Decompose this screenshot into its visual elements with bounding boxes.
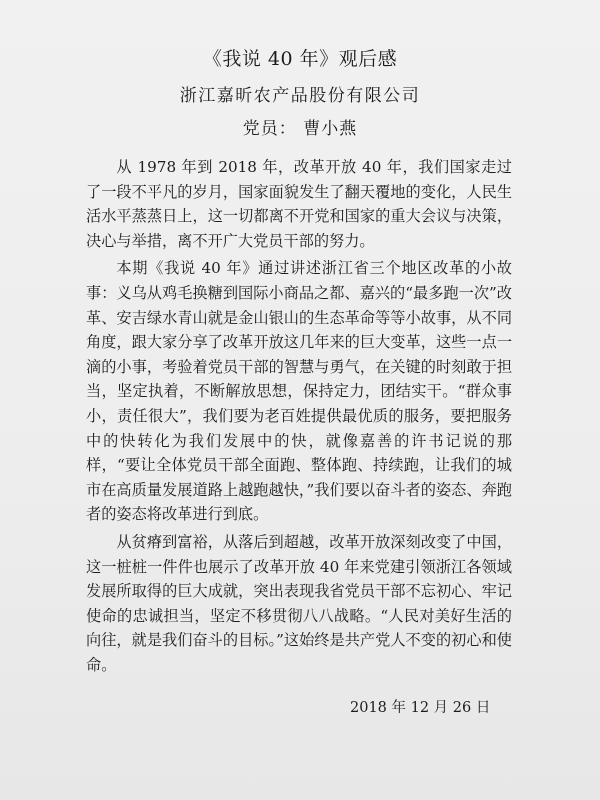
document-title: 《我说 40 年》观后感	[202, 48, 398, 70]
author-line: 党员： 曹小燕	[242, 119, 358, 139]
paragraph: 本期《我说 40 年》通过讲述浙江省三个地区改革的小故事：义乌从鸡毛换糖到国际小商品之都、嘉兴的“最多跑一次”改革、安吉绿水青山就是金山银山的生态革命等等小故事，从不同角度，跟大家分享了改革开放这几年来的巨大变革，这些一点一滴的小事，考验着党员干部的智慧与勇气，在关键的时刻敢于担当，坚定执着，不断解放思想，保持定力，团结实干。“群众事小，责任很大”，我们要为老百姓提供最优质的服务，要把服务中的快转化为我们发展中的快，就像嘉善的许书记说的那样，“要让全体党员干部全面跑、整体跑、持续跑，让我们的城市在高质量发展道路上越跑越快，”我们要以奋斗者的姿态、奔跑者的姿态将改革进行到底。	[86, 259, 512, 524]
document-body	[86, 155, 512, 680]
company-name: 浙江嘉昕农产品股份有限公司	[179, 86, 421, 106]
paragraph: 从贫瘠到富裕，从落后到超越，改革开放深刻改变了中国，这一桩桩一件件也展示了改革开放 40 年来党建引领浙江各领域发展所取得的巨大成就，突出表现我省党员干部不忘初心、牢记使命的忠诚担当，坚定不移贯彻八八战略。“人民对美好生活的向往，就是我们奋斗的目标。”这始终是共产党人不变的初心和使命。	[86, 532, 512, 674]
paragraph: 从 1978 年到 2018 年，改革开放 40 年，我们国家走过了一段不平凡的岁月，国家面貌发生了翻天覆地的变化，人民生活水平蒸蒸日上，这一切都离不开党和国家的重大会议与决策，决心与举措，离不开广大党员干部的努力。	[86, 158, 512, 250]
document-date: 2018 年 12 月 26 日	[350, 700, 491, 716]
